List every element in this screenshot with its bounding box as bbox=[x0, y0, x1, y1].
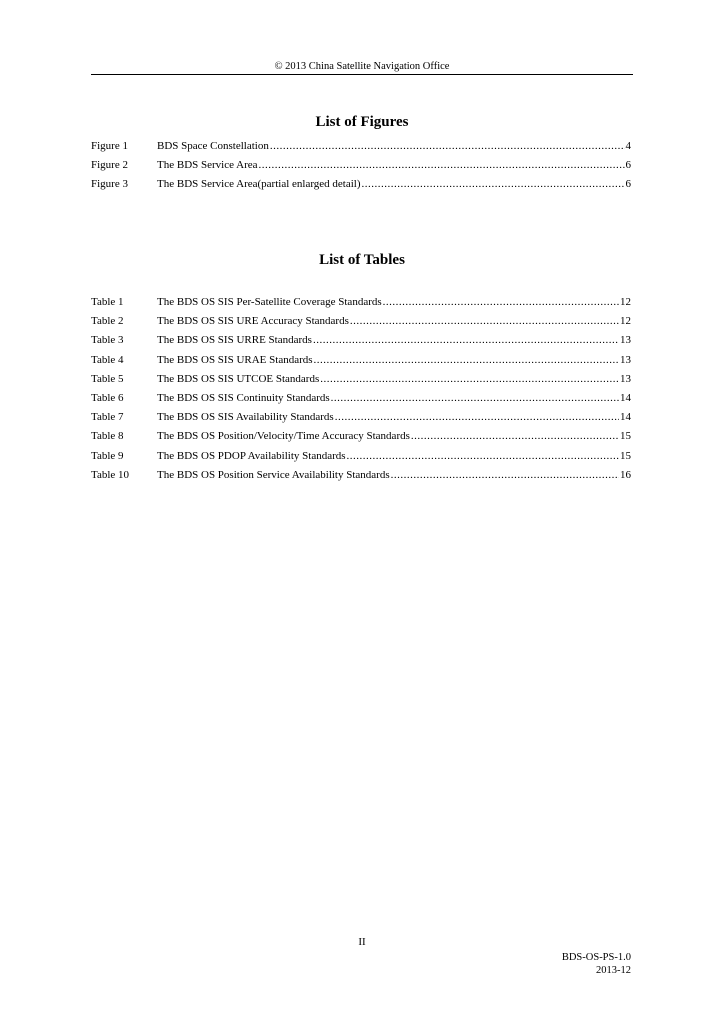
dot-leader bbox=[391, 468, 619, 482]
table-entry-title: The BDS OS SIS UTCOE Standards bbox=[157, 372, 320, 385]
table-entry-page: 16 bbox=[620, 468, 631, 481]
list-of-tables bbox=[91, 295, 633, 487]
figure-entry-title: The BDS Service Area(partial enlarged detail) bbox=[157, 178, 361, 191]
table-entry-page: 13 bbox=[620, 372, 631, 385]
dot-leader bbox=[313, 333, 619, 347]
dot-leader bbox=[259, 158, 625, 172]
dot-leader bbox=[350, 314, 619, 328]
figure-entry-label: Figure 1 bbox=[91, 140, 128, 152]
table-entry-page: 13 bbox=[620, 334, 631, 347]
table-entry-label: Table 5 bbox=[91, 372, 124, 385]
dot-leader bbox=[320, 372, 619, 386]
table-entry-label: Table 6 bbox=[91, 391, 124, 404]
figure-entry-3[interactable] bbox=[91, 177, 633, 196]
table-entry-label: Table 3 bbox=[91, 334, 124, 347]
table-entry-10[interactable] bbox=[91, 468, 633, 487]
table-entry-label: Table 2 bbox=[91, 315, 124, 328]
table-entry-title: The BDS OS SIS URRE Standards bbox=[157, 334, 312, 347]
list-of-tables-title: List of Tables bbox=[319, 252, 405, 268]
dot-leader bbox=[335, 410, 619, 424]
page-header: © 2013 China Satellite Navigation Office bbox=[274, 61, 450, 72]
table-entry-title: The BDS OS PDOP Availability Standards bbox=[157, 449, 346, 462]
dot-leader bbox=[411, 429, 619, 443]
table-entry-title: The BDS OS SIS Availability Standards bbox=[157, 411, 334, 424]
table-entry-label: Table 4 bbox=[91, 353, 124, 366]
table-entry-1[interactable] bbox=[91, 295, 633, 314]
document-id: BDS-OS-PS-1.0 bbox=[561, 952, 631, 963]
dot-leader bbox=[347, 449, 619, 463]
table-entry-label: Table 1 bbox=[91, 296, 124, 308]
table-entry-5[interactable] bbox=[91, 372, 633, 391]
figure-entry-title: BDS Space Constellation bbox=[157, 140, 269, 152]
page-number: II bbox=[358, 936, 366, 948]
table-entry-page: 13 bbox=[620, 353, 631, 366]
dot-leader bbox=[383, 295, 619, 309]
document-date: 2013-12 bbox=[596, 965, 631, 976]
table-entry-7[interactable] bbox=[91, 410, 633, 429]
figure-entry-page: 6 bbox=[625, 159, 631, 172]
table-entry-page: 15 bbox=[620, 430, 631, 443]
header-divider bbox=[91, 74, 633, 75]
figure-entry-page: 4 bbox=[625, 140, 631, 152]
figure-entry-page: 6 bbox=[625, 178, 631, 191]
table-entry-8[interactable] bbox=[91, 429, 633, 448]
table-entry-title: The BDS OS SIS Continuity Standards bbox=[157, 391, 330, 404]
table-entry-page: 14 bbox=[620, 391, 631, 404]
table-entry-title: The BDS OS Position Service Availability Standards bbox=[157, 468, 390, 481]
list-of-figures bbox=[91, 139, 633, 197]
figure-entry-1[interactable] bbox=[91, 139, 633, 158]
table-entry-page: 14 bbox=[620, 411, 631, 424]
table-entry-2[interactable] bbox=[91, 314, 633, 333]
table-entry-page: 12 bbox=[620, 315, 631, 328]
table-entry-label: Table 8 bbox=[91, 430, 124, 443]
table-entry-4[interactable] bbox=[91, 353, 633, 372]
dot-leader bbox=[362, 177, 625, 191]
dot-leader bbox=[314, 353, 619, 367]
document-footer bbox=[562, 951, 631, 977]
table-entry-title: The BDS OS SIS URE Accuracy Standards bbox=[157, 315, 349, 328]
table-entry-label: Table 10 bbox=[91, 468, 130, 481]
figure-entry-label: Figure 3 bbox=[91, 178, 128, 191]
table-entry-title: The BDS OS SIS URAE Standards bbox=[157, 353, 313, 366]
dot-leader bbox=[270, 139, 625, 153]
table-entry-title: The BDS OS SIS Per-Satellite Coverage Standards bbox=[157, 296, 382, 308]
table-entry-label: Table 7 bbox=[91, 411, 124, 424]
figure-entry-title: The BDS Service Area bbox=[157, 159, 258, 172]
table-entry-label: Table 9 bbox=[91, 449, 124, 462]
table-entry-title: The BDS OS Position/Velocity/Time Accuracy Standards bbox=[157, 430, 410, 443]
dot-leader bbox=[331, 391, 619, 405]
figure-entry-2[interactable] bbox=[91, 158, 633, 177]
table-entry-6[interactable] bbox=[91, 391, 633, 410]
table-entry-9[interactable] bbox=[91, 449, 633, 468]
figure-entry-label: Figure 2 bbox=[91, 159, 128, 172]
table-entry-3[interactable] bbox=[91, 333, 633, 352]
table-entry-page: 15 bbox=[620, 449, 631, 462]
table-entry-page: 12 bbox=[620, 296, 631, 308]
list-of-figures-title: List of Figures bbox=[315, 114, 409, 130]
